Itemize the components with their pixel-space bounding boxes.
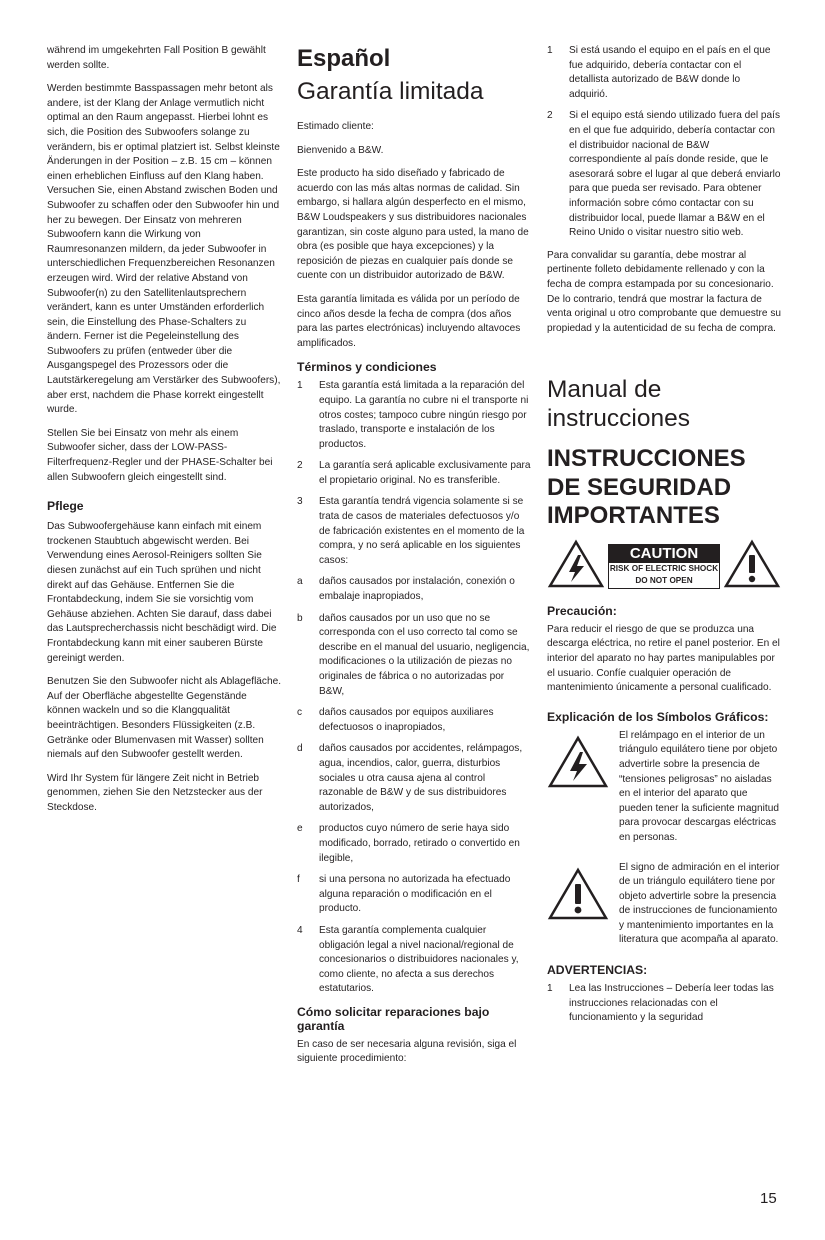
caution-label bbox=[608, 544, 720, 589]
symbol-text: El signo de admiración en el interior de un triángulo equilátero tiene por objeto advertirle sobre la presencia de instrucciones de funcionamiento y mantenimiento importantes en la literatura que acompaña al aparato. bbox=[619, 861, 780, 946]
symbol-text: El relámpago en el interior de un triángulo equilátero tiene por objeto advertirle sobre la presencia de “tensiones peligrosas” no aisladas en el interior del aparato que pueden tener la suficiente magnitud para provocar descargas eléctricas en personas. bbox=[619, 729, 779, 843]
list-marker: c bbox=[297, 707, 303, 719]
greeting: Estimado cliente: bbox=[297, 121, 374, 132]
list-item-text: daños causados por equipos auxiliares defectuosos o inapropiados, bbox=[319, 707, 494, 733]
list-marker: d bbox=[297, 743, 303, 755]
list-marker: f bbox=[297, 874, 300, 886]
symbols-heading: Explicación de los Símbolos Gráficos: bbox=[547, 709, 769, 724]
paragraph: Esta garantía limitada es válida por un período de cinco años desde la fecha de compra (dos años para las partes electrónicas) incluyendo altavoces amplificados. bbox=[297, 293, 521, 349]
list-marker: 1 bbox=[547, 983, 553, 995]
column-warranty bbox=[297, 44, 531, 1076]
list-marker: 2 bbox=[297, 460, 303, 472]
list-item-text: daños causados por un uso que no se corresponda con el uso correcto tal como se describe en el manual del usuario, negligencia, modificaciones o la utilización de piezas no originales de fábrica o no autorizadas por B&W, bbox=[319, 612, 530, 697]
terms-item bbox=[297, 495, 531, 568]
warnings-heading: ADVERTENCIAS: bbox=[547, 963, 648, 978]
section-heading-pflege: Pflege bbox=[47, 499, 84, 514]
exclamation-triangle-icon bbox=[547, 861, 613, 958]
list-item-text: daños causados por instalación, conexión o embalaje inapropiados, bbox=[319, 576, 515, 603]
paragraph: während im umgekehrten Fall Position B gewählt werden sollte. bbox=[47, 45, 266, 71]
caution-label-block bbox=[547, 539, 781, 594]
terms-item bbox=[297, 459, 531, 488]
list-marker: a bbox=[297, 576, 303, 588]
list-marker: e bbox=[297, 823, 303, 835]
list-item-text: Esta garantía tendrá vigencia solamente si se trata de casos de materiales defectuosos y/o de fabricación existentes en el momento de la compra, y no será aplicable en los siguientes casos: bbox=[319, 496, 525, 566]
terms-item bbox=[297, 924, 531, 997]
repair-step-item bbox=[547, 44, 781, 102]
paragraph: En caso de ser necesaria alguna revisión, siga el siguiente procedimiento: bbox=[297, 1038, 517, 1065]
warranty-title: Garantía limitada bbox=[297, 78, 484, 105]
list-item-text: La garantía será aplicable exclusivamente para el propietario original. No es transferible. bbox=[319, 460, 531, 486]
terms-heading: Términos y condiciones bbox=[297, 360, 437, 375]
caution-line-2: DO NOT OPEN bbox=[635, 575, 693, 585]
list-item-text: Esta garantía está limitada a la reparación del equipo. La garantía no cubre ni el transporte ni otros costes; tampoco cubre ningún riesgo por traslado, transporte e instalación de los productos. bbox=[319, 380, 529, 450]
terms-item bbox=[297, 742, 531, 815]
paragraph: Para convalidar su garantía, debe mostrar al pertinente folleto debidamente rellenado y con la fecha de compra estampada por su concesionario. De lo contrario, tendrá que mostrar la factura de venta original u otro comprobante que demuestre su propiedad y la autenticidad de su fecha de compra. bbox=[547, 249, 781, 334]
precaution-heading: Precaución: bbox=[547, 603, 617, 618]
list-marker: b bbox=[297, 612, 303, 624]
list-marker: 3 bbox=[297, 496, 303, 508]
paragraph: Benutzen Sie den Subwoofer nicht als Ablagefläche. Auf der Oberfläche abgestellte Gegenstände können wackeln und so die Klangqualität beeinträchtigen. Besonders Flüssigkeiten (z.B. Getränke oder Blumenvasen mit Wasser) sollten niemals auf den Subwoofer gestellt werden. bbox=[47, 676, 281, 761]
paragraph: Das Subwoofergehäuse kann einfach mit einem trockenen Staubtuch abgewischt werden. Bei Verwendung eines Aerosol-Reinigers sollten Sie diesen zunächst auf ein Tuch sprühen und nicht direkt auf das Gehäuse. Entfernen Sie die Frontabdeckung, indem Sie sie vorsichtig vom Gehäuse abziehen. Achten Sie darauf, dass dabei das Lautsprecherchassis nicht beschädigt wird. Die Frontabdeckung kann mit einer sauberen Bürste gereinigt werden. bbox=[47, 521, 277, 664]
symbol-explanation bbox=[547, 729, 781, 855]
language-title: Español bbox=[297, 45, 391, 72]
manual-title: Manual de instrucciones bbox=[547, 376, 690, 433]
lightning-warning-icon bbox=[547, 539, 605, 594]
symbol-explanation bbox=[547, 861, 781, 958]
terms-item bbox=[297, 873, 531, 917]
greeting: Bienvenido a B&W. bbox=[297, 144, 384, 156]
list-marker: 2 bbox=[547, 110, 553, 122]
list-item-text: Esta garantía complementa cualquier obligación legal a nivel nacional/regional de concesionarios o distribuidores nacionales y, como cliente, no afecta a sus derechos estatutarios. bbox=[319, 924, 519, 995]
column-safety bbox=[547, 44, 781, 1034]
paragraph: Este producto ha sido diseñado y fabricado de acuerdo con las más altas normas de calidad. Sin embargo, si hallara algún desperfecto en el mismo, B&W Loudspeakers y sus distribuidores nacionales garantizan, sin coste alguno para usted, la mano de obra (es posible que haya excepciones) y la reposición de piezas en cualquier país donde se cuente con un distribuidor autorizado de B&W. bbox=[297, 168, 529, 282]
safety-title: INSTRUCCIONES DE SEGURIDAD IMPORTANTES bbox=[547, 445, 746, 530]
paragraph: Wird Ihr System für längere Zeit nicht in Betrieb genommen, ziehen Sie den Netzstecker aus der Steckdose. bbox=[47, 772, 263, 813]
caution-heading: CAUTION bbox=[609, 545, 719, 563]
repair-step-item bbox=[547, 109, 781, 240]
list-item-text: Si el equipo está siendo utilizado fuera del país en el que fue adquirido, debería contactar con el distribuidor nacional de B&W correspondiente al país donde reside, que le asesorará sobre el lugar al que deberá enviarlo para que pueda ser revisado. Para obtener información sobre cómo contactar con su distribuidor local, puede llamar a B&W en el Reino Unido o visitar nuestro sitio web. bbox=[569, 110, 781, 239]
list-marker: 4 bbox=[297, 924, 303, 936]
list-item-text: productos cuyo número de serie haya sido modificado, borrado, retirado o convertido en ilegible, bbox=[319, 823, 520, 864]
list-item-text: Lea las Instrucciones – Debería leer todas las instrucciones relacionadas con el funcionamiento y la seguridad bbox=[569, 983, 774, 1024]
paragraph: Werden bestimmte Basspassagen mehr betont als andere, ist der Klang der Anlage vermutlich nicht optimal an den Raum angepasst. Hierbei lohnt es sich, die Position des Subwoofers solange zu verändern, bis er optimal platziert ist. Selbst kleinste Änderungen in der Position – z.B. 15 cm – können einen erheblichen Einfluss auf den Klang haben. Versuchen Sie, einen Abstand zwischen Boden und Subwoofer zu schaffen oder den Subwoofer hin und her zu bewegen. Der Einsatz von mehreren Subwoofern kann die Wirkung von Raumresonanzen mildern, da jeder Subwoofer in unterschiedlichen Frequenzbereichen Resonanzen erzeugen wird. Wird der relative Abstand von Subwoofer(n) zu den Satellitenlautsprechern verändert, kann es unter Umständen erforderlich sein, die Einstellung des Phase-Schalters zu ändern. Ferner ist die Pegeleinstellung des Subwoofers zu prüfen (entweder über die Ausgangspegel des Prozessors oder die Lautstärkeregelung am Verstärker des Subwoofers), aber erst, nachdem die Phase korrekt eingestellt wurde. bbox=[47, 83, 281, 416]
terms-list bbox=[297, 379, 531, 997]
list-marker: 1 bbox=[547, 45, 553, 56]
terms-item bbox=[297, 822, 531, 866]
warnings-list bbox=[547, 982, 781, 1026]
terms-item bbox=[297, 575, 531, 604]
terms-item bbox=[297, 706, 531, 735]
list-item-text: Si está usando el equipo en el país en el que fue adquirido, debería contactar con el detallista autorizado de B&W donde lo adquirió. bbox=[569, 45, 771, 100]
paragraph: Para reducir el riesgo de que se produzca una descarga eléctrica, no retire el panel posterior. En el interior del aparato no hay partes manipulables por el usuario. Confíe cualquier operación de mantenimiento únicamente a personal cualificado. bbox=[547, 623, 780, 694]
repair-heading: Cómo solicitar reparaciones bajo garantía bbox=[297, 1004, 490, 1033]
list-item-text: daños causados por accidentes, relámpagos, agua, incendios, calor, guerra, disturbios sociales u otra causa ajena al control razonable de B&W y de sus distribuidores autorizados, bbox=[319, 743, 523, 813]
list-item-text: si una persona no autorizada ha efectuado alguna reparación o modificación en el producto. bbox=[319, 874, 511, 915]
paragraph: Stellen Sie bei Einsatz von mehr als einem Subwoofer sicher, dass der LOW-PASS-Filterfrequenz-Regler und der PHASE-Schalter bei allen Subwoofern gleich eingestellt sind. bbox=[47, 427, 273, 483]
terms-item bbox=[297, 379, 531, 452]
column-german bbox=[47, 44, 281, 825]
terms-item bbox=[297, 612, 531, 700]
warning-item bbox=[547, 982, 781, 1026]
repair-steps-list bbox=[547, 44, 781, 241]
list-marker: 1 bbox=[297, 380, 303, 392]
lightning-triangle-icon bbox=[547, 729, 613, 855]
page-number: 15 bbox=[760, 1190, 777, 1207]
exclamation-warning-icon bbox=[723, 539, 781, 594]
caution-line-1: RISK OF ELECTRIC SHOCK bbox=[609, 563, 719, 573]
